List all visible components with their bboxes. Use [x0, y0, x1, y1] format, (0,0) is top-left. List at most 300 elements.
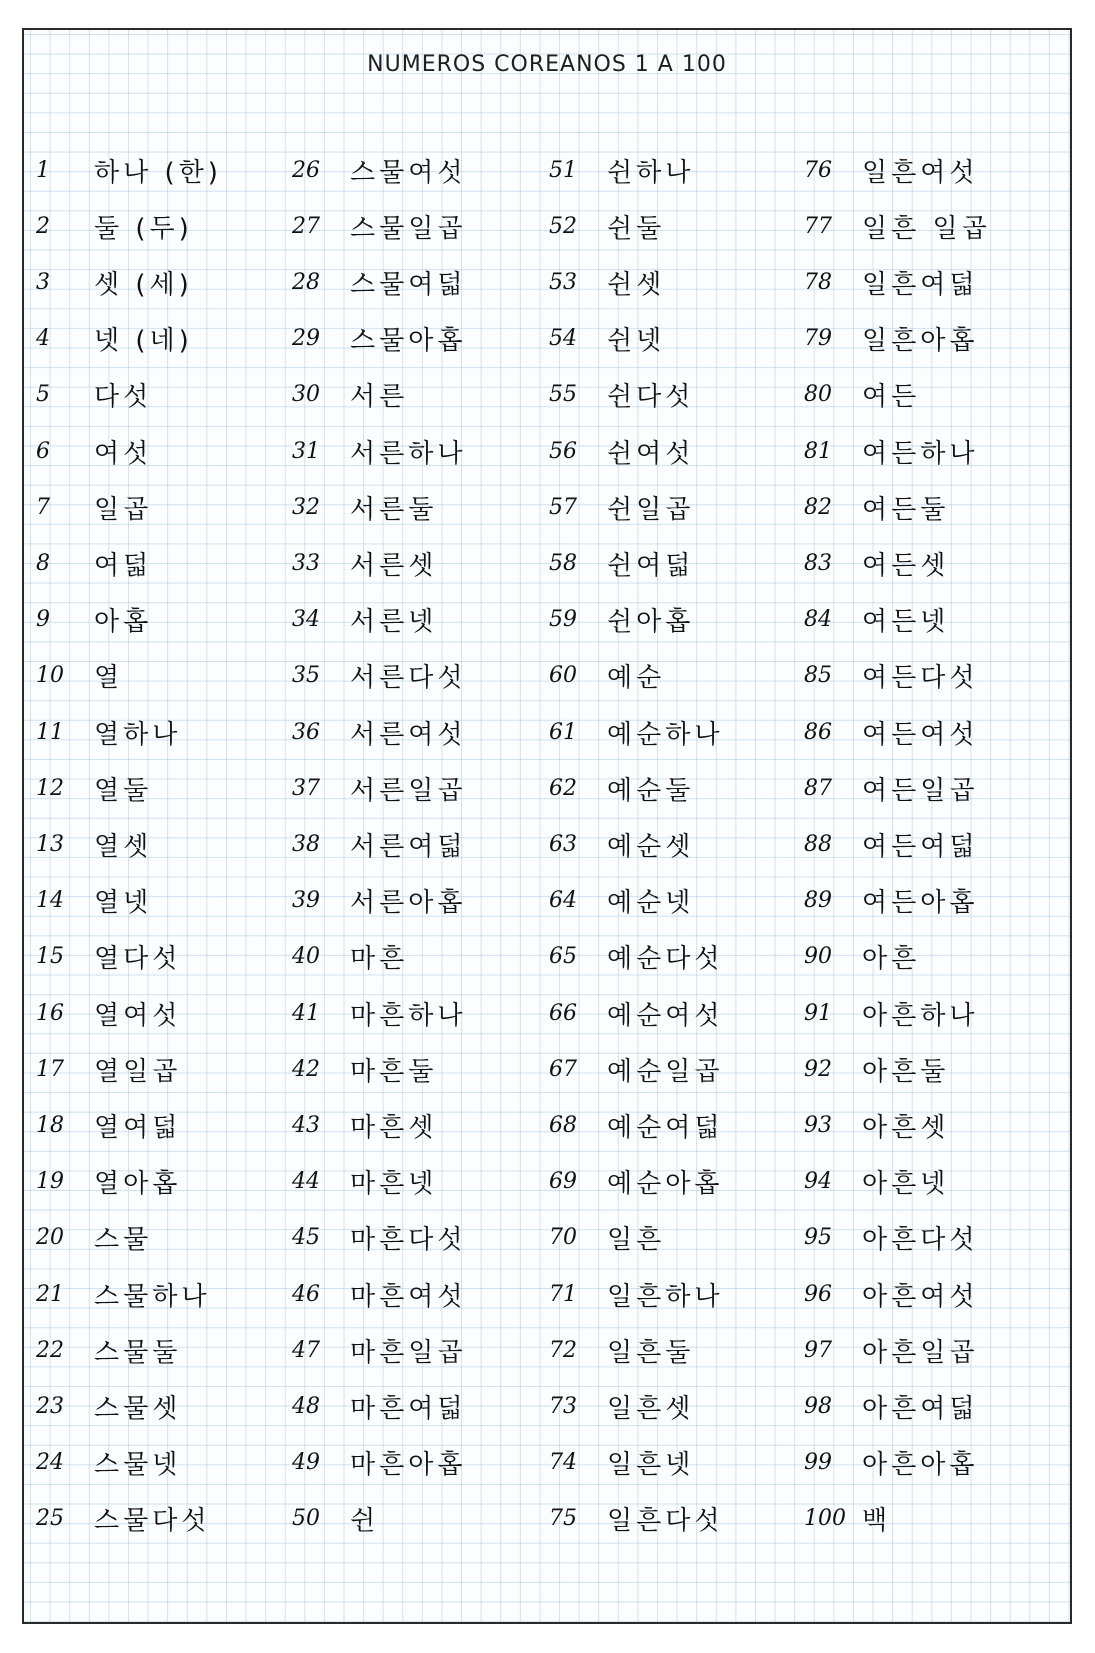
- number-row: [549, 985, 811, 1041]
- number-row: [804, 873, 1066, 929]
- korean-numeral: 일흔하나: [607, 1281, 724, 1312]
- number-row: [549, 592, 811, 648]
- arabic-numeral: 38: [292, 831, 320, 857]
- korean-numeral: 하나 (한): [94, 157, 222, 188]
- arabic-numeral: 82: [804, 494, 832, 520]
- number-row: [292, 254, 554, 310]
- korean-numeral: 일흔: [607, 1225, 666, 1256]
- arabic-numeral: 37: [292, 775, 320, 801]
- korean-numeral: 마흔여섯: [350, 1281, 467, 1312]
- number-row: [292, 985, 554, 1041]
- number-row: [292, 816, 554, 872]
- number-row: [36, 1266, 298, 1322]
- korean-numeral: 여섯: [94, 438, 153, 469]
- arabic-numeral: 73: [549, 1393, 577, 1419]
- number-row: [36, 816, 298, 872]
- number-row: [292, 1097, 554, 1153]
- number-row: [36, 311, 298, 367]
- number-row: [292, 1322, 554, 1378]
- number-row: [549, 479, 811, 535]
- korean-numeral: 예순다섯: [607, 944, 724, 975]
- korean-numeral: 쉰일곱: [607, 494, 695, 525]
- arabic-numeral: 46: [292, 1281, 320, 1307]
- arabic-numeral: 12: [36, 775, 64, 801]
- arabic-numeral: 50: [292, 1506, 320, 1532]
- arabic-numeral: 19: [36, 1169, 64, 1195]
- number-row: [292, 479, 554, 535]
- arabic-numeral: 56: [549, 438, 577, 464]
- number-row: [804, 142, 1066, 198]
- number-row: [292, 648, 554, 704]
- arabic-numeral: 44: [292, 1169, 320, 1195]
- korean-numeral: 열여덟: [94, 1112, 182, 1143]
- korean-numeral: 아흔아홉: [862, 1450, 979, 1481]
- number-row: [804, 254, 1066, 310]
- korean-numeral: 쉰여덟: [607, 550, 695, 581]
- korean-numeral: 서른둘: [350, 494, 438, 525]
- korean-numeral: 여든둘: [862, 494, 950, 525]
- number-row: [804, 423, 1066, 479]
- column-26-to-50: [292, 142, 554, 1612]
- arabic-numeral: 83: [804, 550, 832, 576]
- arabic-numeral: 31: [292, 438, 320, 464]
- korean-numeral: 아흔다섯: [862, 1225, 979, 1256]
- arabic-numeral: 81: [804, 438, 832, 464]
- korean-numeral: 일흔다섯: [607, 1506, 724, 1537]
- number-row: [804, 535, 1066, 591]
- korean-numeral: 서른여덟: [350, 831, 467, 862]
- korean-numeral: 일흔아홉: [862, 326, 979, 357]
- arabic-numeral: 42: [292, 1056, 320, 1082]
- korean-numeral: 마흔일곱: [350, 1337, 467, 1368]
- number-row: [292, 1266, 554, 1322]
- number-row: [36, 760, 298, 816]
- arabic-numeral: 79: [804, 326, 832, 352]
- korean-numeral: 서른다섯: [350, 663, 467, 694]
- number-row: [804, 1322, 1066, 1378]
- number-row: [549, 704, 811, 760]
- arabic-numeral: 60: [549, 663, 577, 689]
- arabic-numeral: 71: [549, 1281, 577, 1307]
- arabic-numeral: 62: [549, 775, 577, 801]
- number-row: [549, 929, 811, 985]
- arabic-numeral: 18: [36, 1112, 64, 1138]
- korean-numeral: 스물하나: [94, 1281, 211, 1312]
- korean-numeral: 예순여덟: [607, 1112, 724, 1143]
- number-row: [549, 311, 811, 367]
- arabic-numeral: 39: [292, 888, 320, 914]
- number-row: [804, 704, 1066, 760]
- number-row: [36, 423, 298, 479]
- number-row: [36, 198, 298, 254]
- korean-numeral: 여든일곱: [862, 775, 979, 806]
- number-row: [804, 1097, 1066, 1153]
- korean-numeral: 스물셋: [94, 1393, 182, 1424]
- korean-numeral: 다섯: [94, 382, 153, 413]
- number-row: [36, 592, 298, 648]
- number-row: [549, 367, 811, 423]
- korean-numeral: 서른: [350, 382, 409, 413]
- number-row: [549, 1097, 811, 1153]
- number-row: [36, 535, 298, 591]
- korean-numeral: 열일곱: [94, 1056, 182, 1087]
- arabic-numeral: 11: [36, 719, 64, 745]
- number-row: [36, 1378, 298, 1434]
- number-row: [804, 1491, 1066, 1547]
- korean-numeral: 여덟: [94, 550, 153, 581]
- korean-numeral: 아흔일곱: [862, 1337, 979, 1368]
- arabic-numeral: 54: [549, 326, 577, 352]
- korean-numeral: 마흔: [350, 944, 409, 975]
- number-row: [36, 1491, 298, 1547]
- arabic-numeral: 28: [292, 269, 320, 295]
- arabic-numeral: 88: [804, 831, 832, 857]
- korean-numeral: 여든넷: [862, 607, 950, 638]
- korean-numeral: 마흔여덟: [350, 1393, 467, 1424]
- korean-numeral: 아흔여섯: [862, 1281, 979, 1312]
- korean-numeral: 쉰셋: [607, 269, 666, 300]
- number-row: [292, 704, 554, 760]
- korean-numeral: 아흔둘: [862, 1056, 950, 1087]
- number-row: [549, 648, 811, 704]
- number-row: [804, 1378, 1066, 1434]
- korean-numeral: 쉰아홉: [607, 607, 695, 638]
- number-row: [36, 1154, 298, 1210]
- arabic-numeral: 35: [292, 663, 320, 689]
- korean-numeral: 열둘: [94, 775, 153, 806]
- korean-numeral: 아흔여덟: [862, 1393, 979, 1424]
- number-row: [804, 760, 1066, 816]
- arabic-numeral: 65: [549, 944, 577, 970]
- arabic-numeral: 32: [292, 494, 320, 520]
- korean-numeral: 서른여섯: [350, 719, 467, 750]
- number-row: [804, 816, 1066, 872]
- arabic-numeral: 100: [804, 1506, 846, 1532]
- korean-numeral: 쉰둘: [607, 213, 666, 244]
- arabic-numeral: 55: [549, 382, 577, 408]
- arabic-numeral: 74: [549, 1450, 577, 1476]
- number-row: [292, 535, 554, 591]
- arabic-numeral: 51: [549, 157, 577, 183]
- number-row: [292, 198, 554, 254]
- arabic-numeral: 53: [549, 269, 577, 295]
- korean-numeral: 셋 (세): [94, 269, 193, 300]
- number-row: [549, 254, 811, 310]
- korean-numeral: 스물여덟: [350, 269, 467, 300]
- number-row: [549, 1210, 811, 1266]
- korean-numeral: 일흔여덟: [862, 269, 979, 300]
- arabic-numeral: 9: [36, 607, 50, 633]
- korean-numeral: 아흔셋: [862, 1112, 950, 1143]
- korean-numeral: 쉰다섯: [607, 382, 695, 413]
- korean-numeral: 여든: [862, 382, 921, 413]
- korean-numeral: 아흔넷: [862, 1169, 950, 1200]
- korean-numeral: 서른아홉: [350, 888, 467, 919]
- korean-numeral: 마흔아홉: [350, 1450, 467, 1481]
- number-row: [549, 1491, 811, 1547]
- korean-numeral: 마흔둘: [350, 1056, 438, 1087]
- arabic-numeral: 84: [804, 607, 832, 633]
- number-row: [549, 423, 811, 479]
- korean-numeral: 둘 (두): [94, 213, 193, 244]
- arabic-numeral: 49: [292, 1450, 320, 1476]
- number-row: [292, 1041, 554, 1097]
- korean-numeral: 여든다섯: [862, 663, 979, 694]
- number-row: [804, 1041, 1066, 1097]
- korean-numeral: 서른셋: [350, 550, 438, 581]
- arabic-numeral: 98: [804, 1393, 832, 1419]
- arabic-numeral: 17: [36, 1056, 64, 1082]
- number-row: [36, 1097, 298, 1153]
- arabic-numeral: 14: [36, 888, 64, 914]
- number-row: [804, 367, 1066, 423]
- number-row: [36, 142, 298, 198]
- korean-numeral: 여든셋: [862, 550, 950, 581]
- arabic-numeral: 25: [36, 1506, 64, 1532]
- korean-numeral: 열하나: [94, 719, 182, 750]
- korean-numeral: 일흔 일곱: [862, 213, 991, 244]
- korean-numeral: 열아홉: [94, 1169, 182, 1200]
- arabic-numeral: 48: [292, 1393, 320, 1419]
- number-row: [36, 873, 298, 929]
- column-51-to-75: [549, 142, 811, 1612]
- number-row: [549, 1041, 811, 1097]
- number-row: [549, 1154, 811, 1210]
- arabic-numeral: 43: [292, 1112, 320, 1138]
- number-row: [292, 1154, 554, 1210]
- number-row: [36, 704, 298, 760]
- number-row: [36, 1210, 298, 1266]
- number-row: [36, 1322, 298, 1378]
- korean-numeral: 일곱: [94, 494, 153, 525]
- column-1-to-25: [36, 142, 298, 1612]
- number-row: [292, 142, 554, 198]
- arabic-numeral: 78: [804, 269, 832, 295]
- arabic-numeral: 66: [549, 1000, 577, 1026]
- arabic-numeral: 45: [292, 1225, 320, 1251]
- korean-numeral: 예순아홉: [607, 1169, 724, 1200]
- arabic-numeral: 52: [549, 213, 577, 239]
- number-row: [36, 1041, 298, 1097]
- arabic-numeral: 63: [549, 831, 577, 857]
- number-row: [804, 592, 1066, 648]
- arabic-numeral: 58: [549, 550, 577, 576]
- number-row: [804, 479, 1066, 535]
- korean-numeral: 일흔둘: [607, 1337, 695, 1368]
- arabic-numeral: 34: [292, 607, 320, 633]
- number-row: [549, 1266, 811, 1322]
- korean-numeral: 넷 (네): [94, 326, 193, 357]
- arabic-numeral: 23: [36, 1393, 64, 1419]
- number-row: [292, 592, 554, 648]
- korean-numeral: 일흔넷: [607, 1450, 695, 1481]
- arabic-numeral: 85: [804, 663, 832, 689]
- arabic-numeral: 29: [292, 326, 320, 352]
- page-title: NUMEROS COREANOS 1 A 100: [367, 52, 727, 77]
- arabic-numeral: 13: [36, 831, 64, 857]
- number-row: [292, 873, 554, 929]
- korean-numeral: 일흔셋: [607, 1393, 695, 1424]
- korean-numeral: 마흔넷: [350, 1169, 438, 1200]
- arabic-numeral: 68: [549, 1112, 577, 1138]
- arabic-numeral: 30: [292, 382, 320, 408]
- korean-numeral: 스물다섯: [94, 1506, 211, 1537]
- arabic-numeral: 67: [549, 1056, 577, 1082]
- arabic-numeral: 72: [549, 1337, 577, 1363]
- arabic-numeral: 96: [804, 1281, 832, 1307]
- arabic-numeral: 22: [36, 1337, 64, 1363]
- arabic-numeral: 97: [804, 1337, 832, 1363]
- number-row: [804, 985, 1066, 1041]
- arabic-numeral: 92: [804, 1056, 832, 1082]
- arabic-numeral: 89: [804, 888, 832, 914]
- korean-numeral: 쉰넷: [607, 326, 666, 357]
- number-row: [292, 1435, 554, 1491]
- korean-numeral: 아흔하나: [862, 1000, 979, 1031]
- arabic-numeral: 95: [804, 1225, 832, 1251]
- number-row: [36, 479, 298, 535]
- arabic-numeral: 8: [36, 550, 50, 576]
- number-row: [804, 1210, 1066, 1266]
- number-row: [549, 1322, 811, 1378]
- korean-numeral: 마흔다섯: [350, 1225, 467, 1256]
- korean-numeral: 마흔셋: [350, 1112, 438, 1143]
- arabic-numeral: 15: [36, 944, 64, 970]
- arabic-numeral: 21: [36, 1281, 64, 1307]
- number-row: [549, 816, 811, 872]
- korean-numeral: 열셋: [94, 831, 153, 862]
- arabic-numeral: 69: [549, 1169, 577, 1195]
- number-row: [549, 1435, 811, 1491]
- arabic-numeral: 36: [292, 719, 320, 745]
- number-row: [36, 1435, 298, 1491]
- arabic-numeral: 90: [804, 944, 832, 970]
- arabic-numeral: 94: [804, 1169, 832, 1195]
- number-row: [549, 1378, 811, 1434]
- arabic-numeral: 87: [804, 775, 832, 801]
- korean-numeral: 열넷: [94, 888, 153, 919]
- number-row: [292, 1378, 554, 1434]
- arabic-numeral: 91: [804, 1000, 832, 1026]
- korean-numeral: 스물일곱: [350, 213, 467, 244]
- arabic-numeral: 99: [804, 1450, 832, 1476]
- number-row: [292, 367, 554, 423]
- korean-numeral: 일흔여섯: [862, 157, 979, 188]
- number-row: [549, 873, 811, 929]
- korean-numeral: 여든하나: [862, 438, 979, 469]
- arabic-numeral: 57: [549, 494, 577, 520]
- korean-numeral: 예순하나: [607, 719, 724, 750]
- korean-numeral: 예순넷: [607, 888, 695, 919]
- korean-numeral: 예순셋: [607, 831, 695, 862]
- korean-numeral: 예순일곱: [607, 1056, 724, 1087]
- arabic-numeral: 64: [549, 888, 577, 914]
- arabic-numeral: 61: [549, 719, 577, 745]
- arabic-numeral: 93: [804, 1112, 832, 1138]
- number-row: [549, 535, 811, 591]
- number-row: [292, 929, 554, 985]
- arabic-numeral: 76: [804, 157, 832, 183]
- number-row: [36, 648, 298, 704]
- number-row: [292, 1210, 554, 1266]
- arabic-numeral: 40: [292, 944, 320, 970]
- number-row: [36, 985, 298, 1041]
- number-row: [804, 1154, 1066, 1210]
- korean-numeral: 스물: [94, 1225, 153, 1256]
- arabic-numeral: 7: [36, 494, 50, 520]
- korean-numeral: 서른일곱: [350, 775, 467, 806]
- korean-numeral: 스물여섯: [350, 157, 467, 188]
- korean-numeral: 열다섯: [94, 944, 182, 975]
- number-row: [36, 254, 298, 310]
- arabic-numeral: 75: [549, 1506, 577, 1532]
- number-row: [804, 1435, 1066, 1491]
- number-row: [549, 198, 811, 254]
- korean-numeral: 열여섯: [94, 1000, 182, 1031]
- number-columns: [24, 142, 1070, 1612]
- arabic-numeral: 6: [36, 438, 50, 464]
- arabic-numeral: 59: [549, 607, 577, 633]
- arabic-numeral: 26: [292, 157, 320, 183]
- arabic-numeral: 33: [292, 550, 320, 576]
- arabic-numeral: 4: [36, 326, 50, 352]
- arabic-numeral: 20: [36, 1225, 64, 1251]
- arabic-numeral: 10: [36, 663, 64, 689]
- number-row: [804, 198, 1066, 254]
- arabic-numeral: 2: [36, 213, 50, 239]
- korean-numeral: 서른하나: [350, 438, 467, 469]
- arabic-numeral: 77: [804, 213, 832, 239]
- korean-numeral: 스물아홉: [350, 326, 467, 357]
- korean-numeral: 예순여섯: [607, 1000, 724, 1031]
- korean-numeral: 쉰하나: [607, 157, 695, 188]
- number-row: [804, 311, 1066, 367]
- arabic-numeral: 41: [292, 1000, 320, 1026]
- arabic-numeral: 86: [804, 719, 832, 745]
- korean-numeral: 백: [862, 1506, 892, 1537]
- number-row: [292, 760, 554, 816]
- korean-numeral: 서른넷: [350, 607, 438, 638]
- arabic-numeral: 47: [292, 1337, 320, 1363]
- number-row: [292, 1491, 554, 1547]
- number-row: [549, 760, 811, 816]
- arabic-numeral: 24: [36, 1450, 64, 1476]
- number-row: [36, 929, 298, 985]
- number-row: [292, 311, 554, 367]
- korean-numeral: 여든여섯: [862, 719, 979, 750]
- arabic-numeral: 27: [292, 213, 320, 239]
- korean-numeral: 열: [94, 663, 124, 694]
- korean-numeral: 스물둘: [94, 1337, 182, 1368]
- column-76-to-100: [804, 142, 1066, 1612]
- korean-numeral: 스물넷: [94, 1450, 182, 1481]
- number-row: [292, 423, 554, 479]
- korean-numeral: 쉰여섯: [607, 438, 695, 469]
- korean-numeral: 여든여덟: [862, 831, 979, 862]
- korean-numeral: 예순둘: [607, 775, 695, 806]
- korean-numeral: 아흔: [862, 944, 921, 975]
- arabic-numeral: 3: [36, 269, 50, 295]
- number-row: [804, 929, 1066, 985]
- arabic-numeral: 1: [36, 157, 50, 183]
- korean-numeral: 여든아홉: [862, 888, 979, 919]
- arabic-numeral: 70: [549, 1225, 577, 1251]
- number-row: [36, 367, 298, 423]
- number-row: [804, 1266, 1066, 1322]
- number-row: [804, 648, 1066, 704]
- arabic-numeral: 5: [36, 382, 50, 408]
- number-row: [549, 142, 811, 198]
